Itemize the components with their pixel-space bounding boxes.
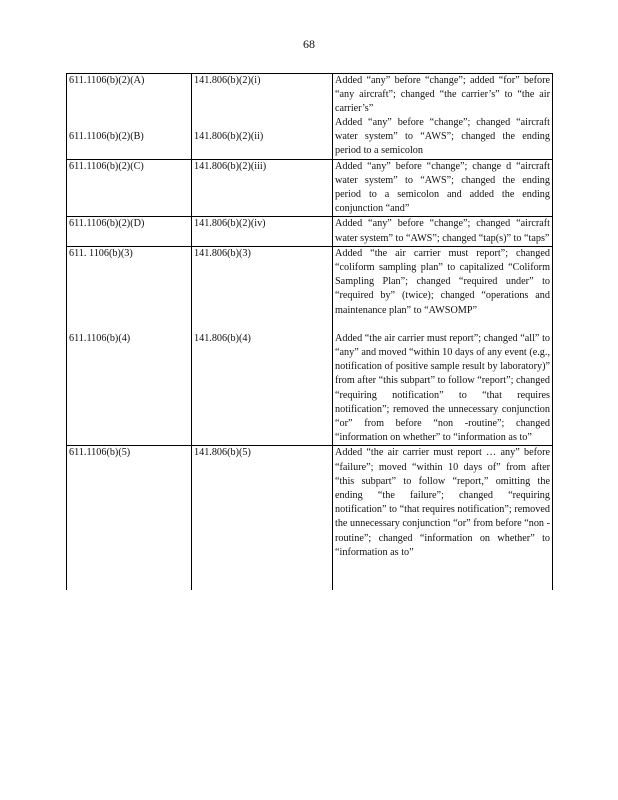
new-section: 611.1106(b)(5) <box>69 447 131 459</box>
federal-section: 141.806(b)(2)(ii) <box>194 131 264 143</box>
new-section-cell <box>67 217 192 246</box>
new-section-cell <box>67 446 192 591</box>
federal-section: 141.806(b)(2)(i) <box>194 75 261 86</box>
change-description: Added “the air carrier must report”; changed “coliform sampling plan” to capitalized “Coliform Sampling Plan”; changed “required under” to “required by” (twice); changed “operations and maintenance plan” to “AWSOMP” <box>335 247 550 316</box>
change-description: Added “any” before “change”; change d “aircraft water system” to “AWS”; changed the ending period to a semicolon and added the ending conjunction “and” <box>335 160 550 215</box>
federal-section-cell <box>192 217 333 246</box>
description-cell <box>333 74 553 160</box>
table-row <box>67 74 553 160</box>
change-description: Added “the air carrier must report”; changed “all” to “any” and moved “within 10 days of any event (e.g., notification of positive sample result by laboratory)” from after “this subpart” to follow “report”; changed “requiring notification” to “that requires notification”; removed the unnecessary conjunction “or” from before “non -routine”; changed “information on whether” to “information as to” <box>335 332 550 444</box>
federal-section: 141.806(b)(5) <box>194 447 251 459</box>
federal-section-cell <box>192 446 333 591</box>
federal-section-cell <box>192 159 333 217</box>
federal-section: 141.806(b)(2)(iii) <box>194 160 267 172</box>
page-number: 68 <box>303 37 315 51</box>
federal-section: 141.806(b)(2)(iv) <box>194 218 266 230</box>
new-section-cell <box>67 74 192 160</box>
table-row <box>67 246 553 446</box>
derivation-table <box>66 73 553 590</box>
federal-section: 141.806(b)(3) <box>194 247 251 259</box>
description-cell <box>333 246 553 446</box>
description-cell <box>333 159 553 217</box>
change-description: Added “any” before “change”; changed “aircraft water system” to “AWS”; changed “tap(s)” to “taps” <box>335 218 550 244</box>
table-row <box>67 159 553 217</box>
description-cell <box>333 446 553 591</box>
table-row <box>67 446 553 591</box>
federal-section-cell <box>192 246 333 446</box>
change-description: Added “any” before “change”; added “for” before “any aircraft”; changed “the carrier’s” to “the air carrier’s” <box>335 75 550 115</box>
change-description: Added “the air carrier must report … any” before “failure”; moved “within 10 days of” from after “this subpart” to follow “report,” omitting the ending “the failure”; changed “requiring notification” to “that requires notification”; removed the unnecessary conjunction “or” from before “non -routine”; changed “information on whether” to “information as to” <box>335 447 550 558</box>
new-section: 611.1106(b)(2)(B) <box>69 131 144 143</box>
new-section: 611. 1106(b)(3) <box>69 247 133 259</box>
new-section: 611.1106(b)(4) <box>69 333 131 345</box>
federal-section-cell <box>192 74 333 160</box>
table-row <box>67 217 553 246</box>
new-section: 611.1106(b)(2)(D) <box>69 218 145 230</box>
new-section-cell <box>67 246 192 446</box>
new-section: 611.1106(b)(2)(A) <box>69 75 145 86</box>
change-description: Added “any” before “change”; changed “aircraft water system” to “AWS”; changed the ending period to a semicolon <box>335 117 550 157</box>
new-section: 611.1106(b)(2)(C) <box>69 160 144 172</box>
federal-section: 141.806(b)(4) <box>194 333 251 345</box>
new-section-cell <box>67 159 192 217</box>
description-cell <box>333 217 553 246</box>
